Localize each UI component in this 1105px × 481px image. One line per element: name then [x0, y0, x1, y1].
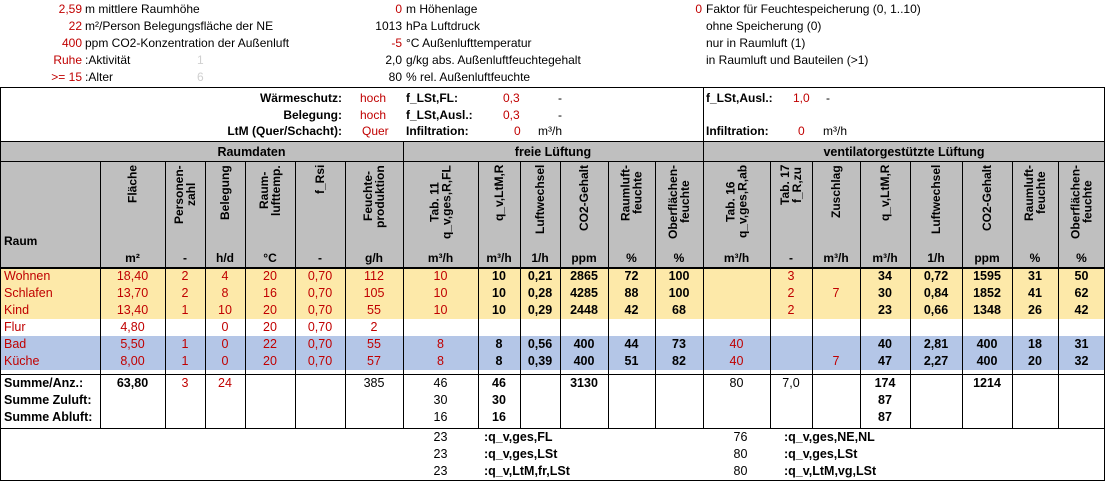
- grid-line: [165, 268, 166, 428]
- abluft-label: Summe Abluft:: [4, 410, 93, 424]
- table-cell[interactable]: 23: [878, 303, 892, 317]
- table-cell[interactable]: 51: [624, 354, 639, 368]
- param-extra: 6: [197, 70, 204, 84]
- param-value[interactable]: 0: [695, 2, 702, 16]
- column-header-co2: CO2-Gehalt: [577, 165, 591, 232]
- summe-tab17[interactable]: 7,0: [782, 376, 800, 390]
- table-cell[interactable]: 31: [1074, 337, 1089, 351]
- column-header-oberflaechenfeuchte: Oberflächen- feuchte: [666, 165, 692, 240]
- summe-personen[interactable]: 3: [181, 376, 189, 390]
- group-raumdaten: Raumdaten: [217, 145, 286, 159]
- ltm-value[interactable]: Quer: [362, 124, 389, 138]
- param-label: °C Außenlufttemperatur: [406, 36, 532, 50]
- summe-tab16[interactable]: 80: [729, 376, 744, 390]
- table-cell[interactable]: 100: [668, 286, 690, 300]
- table-cell[interactable]: 0,70: [307, 286, 333, 300]
- grid-line: [703, 161, 704, 268]
- column-header-luftwechsel2: Luftwechsel: [929, 165, 943, 235]
- table-cell[interactable]: 10: [433, 303, 448, 317]
- grid-line: [100, 268, 101, 428]
- summe-co22[interactable]: 1214: [973, 376, 1001, 390]
- grid-line: [245, 161, 246, 268]
- zuluft-tab11[interactable]: 30: [433, 393, 448, 407]
- flst-ausl-value[interactable]: 0,3: [503, 108, 520, 122]
- param-value[interactable]: 2,59: [58, 2, 82, 16]
- column-unit: m³/h: [872, 251, 898, 265]
- table-cell[interactable]: 1348: [973, 303, 1001, 317]
- right-flst-ausl-label: f_LSt,Ausl.:: [706, 91, 773, 105]
- footer-left-label: :q_v,ges,LSt: [484, 447, 558, 461]
- column-header-feuchte: Feuchte- produktion: [361, 165, 387, 228]
- table-cell[interactable]: 34: [878, 269, 892, 283]
- column-header-qvltm2: q_v,LtM,R: [878, 165, 892, 222]
- table-cell[interactable]: 2: [370, 320, 378, 334]
- table-cell[interactable]: 55: [367, 337, 381, 351]
- grid-line: [812, 161, 813, 268]
- grid-line: [478, 161, 479, 268]
- table-cell[interactable]: 0,70: [307, 320, 333, 334]
- table-cell[interactable]: 7: [832, 286, 840, 300]
- grid-line: [1012, 161, 1013, 268]
- table-cell[interactable]: 1: [181, 303, 189, 317]
- table-cell[interactable]: 105: [363, 286, 385, 300]
- table-cell[interactable]: 13,40: [116, 303, 149, 317]
- flst-fl-unit: -: [558, 91, 562, 105]
- table-cell[interactable]: 0,56: [527, 337, 553, 351]
- table-cell[interactable]: 0,39: [527, 354, 553, 368]
- column-header-frsi: f_Rsi: [313, 165, 327, 195]
- column-unit: %: [1029, 251, 1041, 265]
- column-header-belegung: Belegung: [218, 165, 232, 220]
- table-cell[interactable]: 10: [433, 286, 448, 300]
- footer-left-label: :q_v,ges,FL: [484, 430, 553, 444]
- table-cell[interactable]: 1595: [973, 269, 1001, 283]
- param-label: hPa Luftdruck: [406, 19, 481, 33]
- right-flst-ausl-unit: -: [826, 91, 830, 105]
- summe-label: Summe/Anz.:: [4, 376, 84, 390]
- table-cell[interactable]: 2: [787, 303, 795, 317]
- table-cell[interactable]: 73: [672, 337, 686, 351]
- column-unit: 1/h: [927, 251, 945, 265]
- footer-right-label: :q_v,LtM,vg,LSt: [784, 464, 877, 478]
- column-unit: m³/h: [823, 251, 849, 265]
- ltm-label: LtM (Quer/Schacht):: [227, 124, 342, 138]
- grid-line: [560, 268, 561, 428]
- param-value[interactable]: Ruhe: [53, 53, 82, 67]
- table-cell[interactable]: 10: [433, 269, 448, 283]
- table-cell[interactable]: 8: [495, 354, 503, 368]
- table-cell[interactable]: 47: [878, 354, 892, 368]
- grid-line: [860, 161, 861, 268]
- abluft-qvltm[interactable]: 16: [492, 410, 506, 424]
- grid-line: [295, 268, 296, 428]
- table-cell[interactable]: 68: [672, 303, 686, 317]
- table-cell[interactable]: 0,21: [527, 269, 553, 283]
- table-cell[interactable]: 32: [1074, 354, 1089, 368]
- table-cell[interactable]: 42: [624, 303, 639, 317]
- abluft-qvltm2[interactable]: 87: [878, 410, 892, 424]
- table-cell[interactable]: 3: [787, 269, 795, 283]
- table-cell[interactable]: 4285: [570, 286, 598, 300]
- infiltration-unit: m³/h: [538, 124, 562, 138]
- room-name: Bad: [4, 337, 27, 351]
- table-cell[interactable]: 20: [263, 303, 277, 317]
- room-name: Wohnen: [4, 269, 51, 283]
- table-cell[interactable]: 5,50: [120, 337, 145, 351]
- table-cell[interactable]: 18,40: [116, 269, 149, 283]
- table-cell[interactable]: 10: [492, 286, 506, 300]
- infiltration-value[interactable]: 0: [514, 124, 521, 138]
- table-cell[interactable]: 55: [367, 303, 381, 317]
- grid-line: [100, 161, 101, 268]
- grid-line: [520, 268, 521, 428]
- abluft-tab11[interactable]: 16: [433, 410, 448, 424]
- table-cell[interactable]: 26: [1028, 303, 1042, 317]
- column-header-zuschlag: Zuschlag: [829, 165, 843, 218]
- table-cell[interactable]: 30: [878, 286, 892, 300]
- column-header-raumluftfeuchte2: Raumluft- feuchte: [1022, 165, 1048, 221]
- infiltration-label: Infiltration:: [406, 124, 469, 138]
- param-label: m Höhenlage: [406, 2, 478, 16]
- table-cell[interactable]: 13,70: [116, 286, 149, 300]
- waermeschutz-value[interactable]: hoch: [360, 91, 387, 105]
- param-label: nur in Raumluft (1): [706, 36, 806, 50]
- table-cell[interactable]: 400: [976, 354, 998, 368]
- column-unit: -: [318, 251, 322, 265]
- column-unit: -: [789, 251, 793, 265]
- param-label: in Raumluft und Bauteilen (>1): [706, 53, 869, 67]
- param-label: :Aktivität: [85, 53, 131, 67]
- flst-fl-label: f_LSt,FL:: [406, 91, 458, 105]
- grid-line: [1058, 268, 1059, 428]
- column-header-co22: CO2-Gehalt: [980, 165, 994, 232]
- table-cell[interactable]: 0,70: [307, 337, 333, 351]
- table-cell[interactable]: 0: [221, 337, 229, 351]
- summe-flaeche[interactable]: 63,80: [116, 376, 149, 390]
- grid-line: [403, 141, 404, 161]
- column-unit: %: [1076, 251, 1087, 265]
- table-cell[interactable]: 1852: [973, 286, 1001, 300]
- table-cell[interactable]: 2,81: [923, 337, 949, 351]
- table-cell[interactable]: 1: [181, 354, 189, 368]
- param-value[interactable]: 1013: [375, 19, 402, 33]
- table-cell[interactable]: 0,70: [307, 303, 333, 317]
- table-cell[interactable]: 20: [263, 320, 277, 334]
- column-unit: %: [626, 251, 637, 265]
- table-cell[interactable]: 0,29: [527, 303, 553, 317]
- column-unit: h/d: [216, 251, 234, 265]
- right-flst-ausl-value[interactable]: 1,0: [793, 91, 810, 105]
- table-cell[interactable]: 400: [573, 337, 595, 351]
- param-label: g/kg abs. Außenluftfeuchtegehalt: [406, 53, 581, 67]
- room-name: Kind: [4, 303, 30, 317]
- grid-line: [703, 268, 704, 428]
- summe-qvltm2[interactable]: 174: [874, 376, 896, 390]
- footer-left-value: 23: [433, 430, 448, 444]
- param-label: Faktor für Feuchtespeicherung (0, 1..10): [706, 2, 921, 16]
- grid-line: [608, 268, 609, 428]
- table-cell[interactable]: 112: [364, 269, 384, 283]
- param-label: ppm CO2-Konzentration der Außenluft: [85, 36, 290, 50]
- table-cell[interactable]: 0,66: [923, 303, 949, 317]
- table-cell[interactable]: 2448: [570, 303, 598, 317]
- grid-line: [703, 141, 704, 161]
- grid-line: [520, 161, 521, 268]
- table-cell[interactable]: 2: [787, 286, 795, 300]
- grid-line: [1012, 268, 1013, 428]
- table-cell[interactable]: 16: [263, 286, 277, 300]
- column-unit: -: [183, 251, 187, 265]
- param-label: % rel. Außenluftfeuchte: [406, 70, 531, 84]
- grid-line: [962, 268, 963, 428]
- table-cell[interactable]: 22: [263, 337, 277, 351]
- table-cell[interactable]: 8: [437, 354, 444, 368]
- table-cell[interactable]: 0,84: [923, 286, 949, 300]
- table-cell[interactable]: 41: [1028, 286, 1042, 300]
- column-unit: °C: [263, 251, 277, 265]
- belegung-label: Belegung:: [283, 108, 342, 122]
- column-header-oberflaechenfeuchte2: Oberflächen- feuchte: [1068, 165, 1095, 240]
- param-value[interactable]: -5: [391, 36, 402, 50]
- column-header-tab16: Tab. 16 q_v,ges,R,ab: [723, 165, 750, 239]
- grid-line: [655, 161, 656, 268]
- grid-line: [345, 268, 346, 428]
- footer-right-value: 76: [733, 430, 748, 444]
- param-label: m mittlere Raumhöhe: [85, 2, 200, 16]
- table-cell[interactable]: 72: [624, 269, 639, 283]
- footer-left-label: :q_v,LtM,fr,LSt: [484, 464, 570, 478]
- summe-belegung[interactable]: 24: [218, 376, 232, 390]
- grid-line: [245, 268, 246, 428]
- right-infiltration-label: Infiltration:: [706, 124, 769, 138]
- grid-line: [0, 268, 1105, 269]
- table-cell[interactable]: 50: [1074, 269, 1089, 283]
- zuluft-qvltm[interactable]: 30: [492, 393, 506, 407]
- table-cell[interactable]: 82: [672, 354, 686, 368]
- grid-line: [403, 161, 404, 268]
- column-header-tab17: Tab. 17 f_R,zu: [778, 165, 804, 206]
- table-cell[interactable]: 10: [492, 303, 506, 317]
- table-cell[interactable]: 1: [181, 337, 189, 351]
- table-cell[interactable]: 2: [181, 286, 189, 300]
- param-value[interactable]: 400: [61, 36, 82, 50]
- grid-line: [205, 268, 206, 428]
- table-cell[interactable]: 7: [832, 354, 840, 368]
- table-cell[interactable]: 20: [263, 269, 277, 283]
- flst-ausl-unit: -: [558, 108, 562, 122]
- summe-co2[interactable]: 3130: [570, 376, 598, 390]
- table-cell[interactable]: 10: [492, 269, 506, 283]
- table-cell[interactable]: 0,72: [923, 269, 949, 283]
- table-cell[interactable]: 0,70: [307, 269, 333, 283]
- raum-header: Raum: [4, 234, 38, 248]
- table-cell[interactable]: 8: [221, 286, 229, 300]
- param-value[interactable]: 22: [68, 19, 82, 33]
- group-freie-lueftung: freie Lüftung: [514, 145, 592, 159]
- grid-line: [910, 161, 911, 268]
- footer-right-label: :q_v,ges,LSt: [784, 447, 858, 461]
- table-cell[interactable]: 40: [729, 337, 744, 351]
- table-cell[interactable]: 2865: [570, 269, 598, 283]
- table-cell[interactable]: 0: [221, 354, 229, 368]
- param-label: m²/Person Belegungsfläche der NE: [85, 19, 274, 33]
- waermeschutz-label: Wärmeschutz:: [259, 91, 342, 105]
- table-cell[interactable]: 10: [218, 303, 232, 317]
- grid-line: [165, 161, 166, 268]
- summe-tab11[interactable]: 46: [433, 376, 448, 390]
- table-cell[interactable]: 62: [1074, 286, 1089, 300]
- group-ventilator: ventilatorgestützte Lüftung: [823, 145, 985, 159]
- column-header-flaeche: Fläche: [125, 165, 140, 204]
- summe-feuchte[interactable]: 385: [363, 376, 385, 390]
- table-cell[interactable]: 8: [495, 337, 503, 351]
- table-cell[interactable]: 100: [668, 269, 690, 283]
- footer-right-label: :q_v,ges,NE,NL: [784, 430, 875, 444]
- column-header-qvltm: q_v,LtM,R: [492, 165, 506, 222]
- column-unit: ppm: [571, 251, 597, 265]
- right-infiltration-value[interactable]: 0: [798, 124, 805, 138]
- column-unit: %: [673, 251, 685, 265]
- room-name: Flur: [4, 320, 26, 334]
- room-name: Küche: [4, 354, 40, 368]
- column-unit: g/h: [365, 251, 383, 265]
- param-value[interactable]: 0: [395, 2, 402, 16]
- column-header-luftwechsel: Luftwechsel: [533, 165, 547, 235]
- table-cell[interactable]: 0,28: [527, 286, 553, 300]
- table-cell[interactable]: 42: [1074, 303, 1089, 317]
- column-unit: m³/h: [486, 251, 512, 265]
- param-value[interactable]: 80: [388, 70, 402, 84]
- zuluft-qvltm2[interactable]: 87: [878, 393, 892, 407]
- column-header-tab11: Tab. 11 q_v,ges,R,FL: [427, 165, 454, 239]
- grid-line: [655, 268, 656, 428]
- table-cell[interactable]: 2,27: [923, 354, 949, 368]
- table-cell[interactable]: 20: [1028, 354, 1042, 368]
- belegung-value[interactable]: hoch: [360, 108, 387, 122]
- column-header-raumtemp: Raum- lufttemp.: [257, 165, 283, 216]
- table-cell[interactable]: 18: [1028, 337, 1042, 351]
- column-unit: m²: [125, 251, 140, 265]
- footer-right-value: 80: [733, 464, 748, 478]
- grid-line: [205, 161, 206, 268]
- table-cell[interactable]: 20: [263, 354, 277, 368]
- grid-line: [1058, 161, 1059, 268]
- footer-right-value: 80: [733, 447, 748, 461]
- grid-line: [812, 268, 813, 428]
- grid-line: [770, 268, 771, 428]
- flst-fl-value[interactable]: 0,3: [503, 91, 520, 105]
- grid-line: [295, 161, 296, 268]
- table-cell[interactable]: 0: [221, 320, 229, 334]
- grid-line: [608, 161, 609, 268]
- table-cell[interactable]: 4,80: [120, 320, 145, 334]
- table-cell[interactable]: 40: [729, 354, 744, 368]
- table-cell[interactable]: 8: [437, 337, 444, 351]
- table-cell[interactable]: 88: [624, 286, 639, 300]
- table-cell[interactable]: 57: [367, 354, 381, 368]
- column-header-raumluftfeuchte: Raumluft- feuchte: [618, 165, 645, 221]
- param-value[interactable]: >= 15: [51, 70, 82, 84]
- table-cell[interactable]: 400: [573, 354, 595, 368]
- column-unit: m³/h: [723, 251, 750, 265]
- footer-left-value: 23: [433, 464, 448, 478]
- column-unit: m³/h: [427, 251, 454, 265]
- table-cell[interactable]: 4: [221, 269, 229, 283]
- right-infiltration-unit: m³/h: [823, 124, 847, 138]
- grid-line: [910, 268, 911, 428]
- column-unit: 1/h: [531, 251, 549, 265]
- table-cell[interactable]: 2: [181, 269, 189, 283]
- param-extra: 1: [197, 53, 204, 67]
- zuluft-label: Summe Zuluft:: [4, 393, 92, 407]
- table-cell[interactable]: 0,70: [307, 354, 333, 368]
- param-label: :Alter: [85, 70, 114, 84]
- table-cell[interactable]: 8,00: [120, 354, 145, 368]
- table-cell[interactable]: 31: [1028, 269, 1042, 283]
- table-cell[interactable]: 40: [878, 337, 892, 351]
- column-header-personen: Personen- zahl: [172, 165, 198, 224]
- param-value[interactable]: 2,0: [385, 53, 402, 67]
- footer-left-value: 23: [433, 447, 448, 461]
- summe-qvltm[interactable]: 46: [492, 376, 506, 390]
- flst-ausl-label: f_LSt,Ausl.:: [406, 108, 473, 122]
- grid-line: [962, 161, 963, 268]
- room-name: Schlafen: [4, 286, 53, 300]
- table-cell[interactable]: 400: [976, 337, 998, 351]
- table-cell[interactable]: 44: [624, 337, 639, 351]
- column-unit: ppm: [974, 251, 1000, 265]
- grid-line: [345, 161, 346, 268]
- param-label: ohne Speicherung (0): [706, 19, 822, 33]
- grid-line: [770, 161, 771, 268]
- grid-line: [560, 161, 561, 268]
